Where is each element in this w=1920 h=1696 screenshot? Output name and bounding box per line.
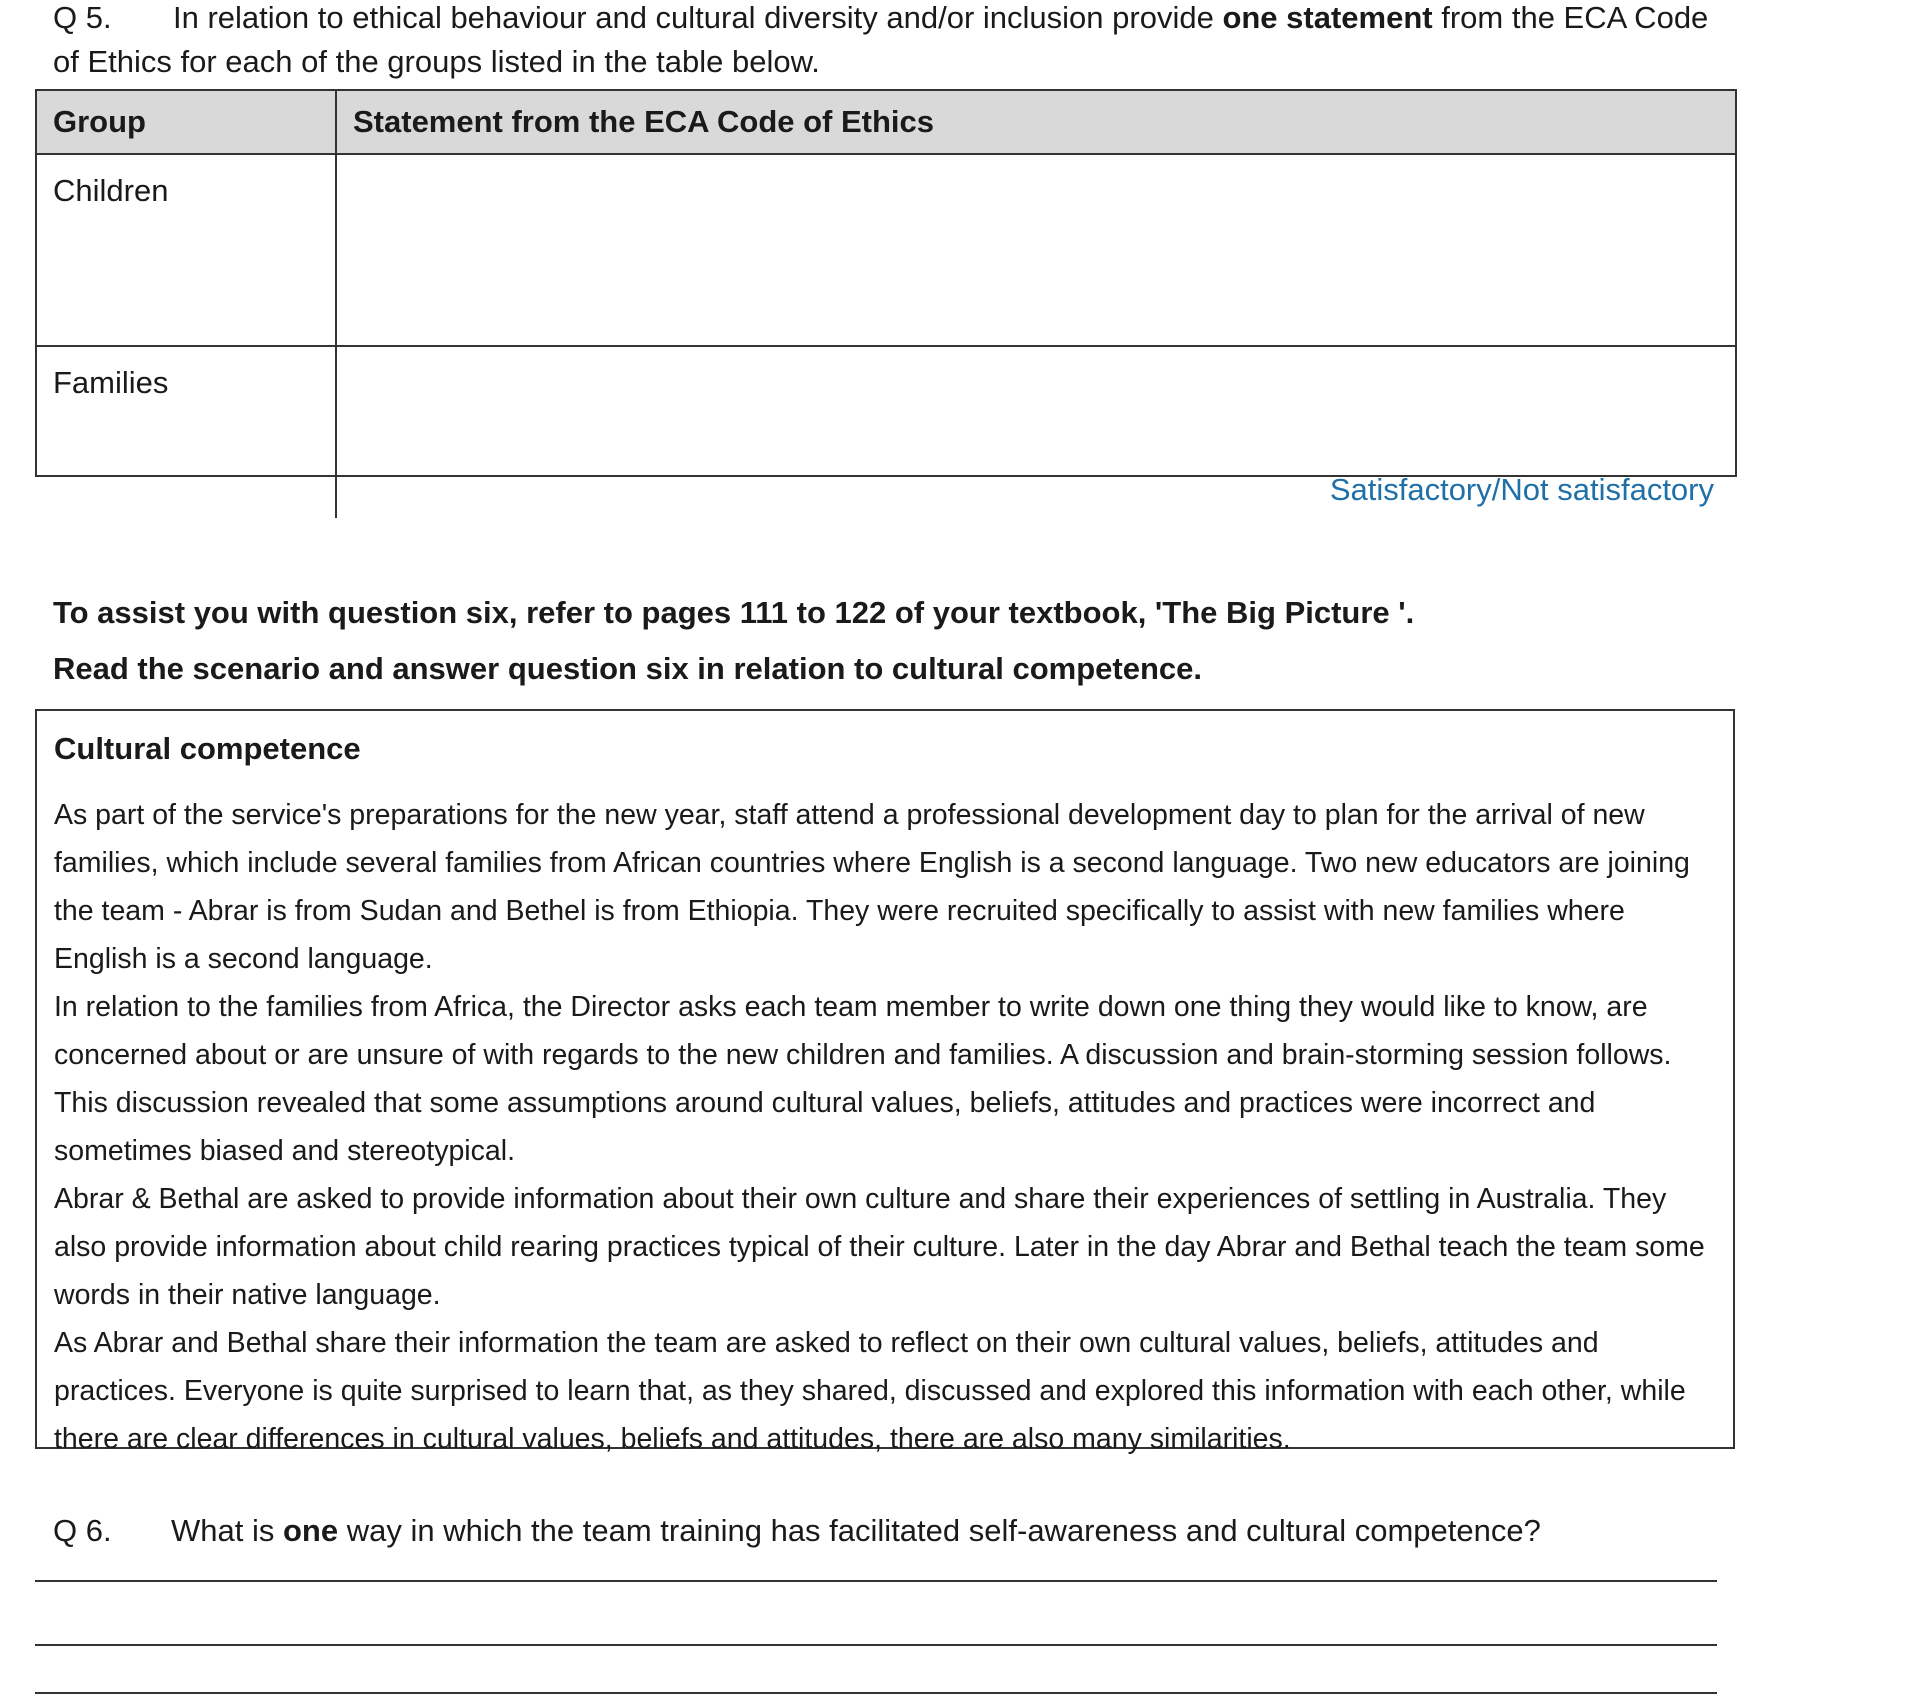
assist-instructions [53,585,1753,697]
satisfactory-label: Satisfactory/Not satisfactory [1329,472,1714,507]
question-6-text-start: What is [171,1513,283,1548]
question-6-number: Q 6. [53,1513,112,1548]
answer-line-1[interactable] [35,1580,1717,1582]
question-6-emphasis: one [282,1513,339,1548]
scenario-paragraph: As part of the service's preparations for the new year, staff attend a professional development day to plan for the arrival of new families, which include several families from African countries where English is a second language. Two new educators are joining the team - Abrar is from Sudan and Bethel is from Ethiopia. They were recruited specifically to assist with new families where English is a second language. [54,799,1690,975]
group-cell-children: Children [36,154,336,346]
scenario-paragraph: As Abrar and Bethal share their information the team are asked to reflect on their own cultural values, beliefs, attitudes and practices. Everyone is quite surprised to learn that, as they shared, discussed and explored this information with each other, while there are clear differences in cultural values, beliefs and attitudes, there are also many similarities. [54,1327,1686,1455]
table-divider-extension [335,474,337,518]
ethics-statement-table [35,89,1737,477]
assist-line-textbook: To assist you with question six, refer to pages 111 to 122 of your textbook, 'The Big Picture '. [53,595,1415,630]
scenario-title: Cultural competence [54,731,361,766]
question-5-emphasis: one statement [1222,0,1433,35]
header-statement: Statement from the ECA Code of Ethics [336,90,1736,154]
answer-line-2[interactable] [35,1644,1717,1646]
question-6 [53,1509,1733,1553]
question-5-number: Q 5. [53,0,112,35]
header-group: Group [36,90,336,154]
table-row-children [36,154,1736,346]
assist-line-scenario: Read the scenario and answer question six in relation to cultural competence. [53,651,1203,686]
question-5 [53,0,1733,84]
scenario-box [35,709,1735,1455]
answer-line-3[interactable] [35,1692,1717,1694]
scenario-paragraph: Abrar & Bethal are asked to provide information about their own culture and share their experiences of settling in Australia. They also provide information about child rearing practices typical of their culture. Later in the day Abrar and Bethal teach the team some words in their native language. [54,1183,1705,1311]
table-header-row [36,90,1736,154]
statement-cell-children[interactable] [336,154,1736,346]
question-6-text-end: way in which the team training has facilitated self-awareness and cultural competence? [338,1513,1541,1548]
group-cell-families: Families [36,346,336,476]
question-5-text-start: In relation to ethical behaviour and cultural diversity and/or inclusion provide [173,0,1223,35]
statement-cell-families[interactable] [336,346,1736,476]
table-row-families [36,346,1736,476]
scenario-paragraph: In relation to the families from Africa, the Director asks each team member to write down one thing they would like to know, are concerned about or are unsure of with regards to the new children and families. A discussion and brain-storming session follows. This discussion revealed that some assumptions around cultural values, beliefs, attitudes and practices were incorrect and sometimes biased and stereotypical. [54,991,1672,1167]
question-5-text-end: from the ECA Code of Ethics for each of the groups listed in the table below. [53,0,1709,79]
